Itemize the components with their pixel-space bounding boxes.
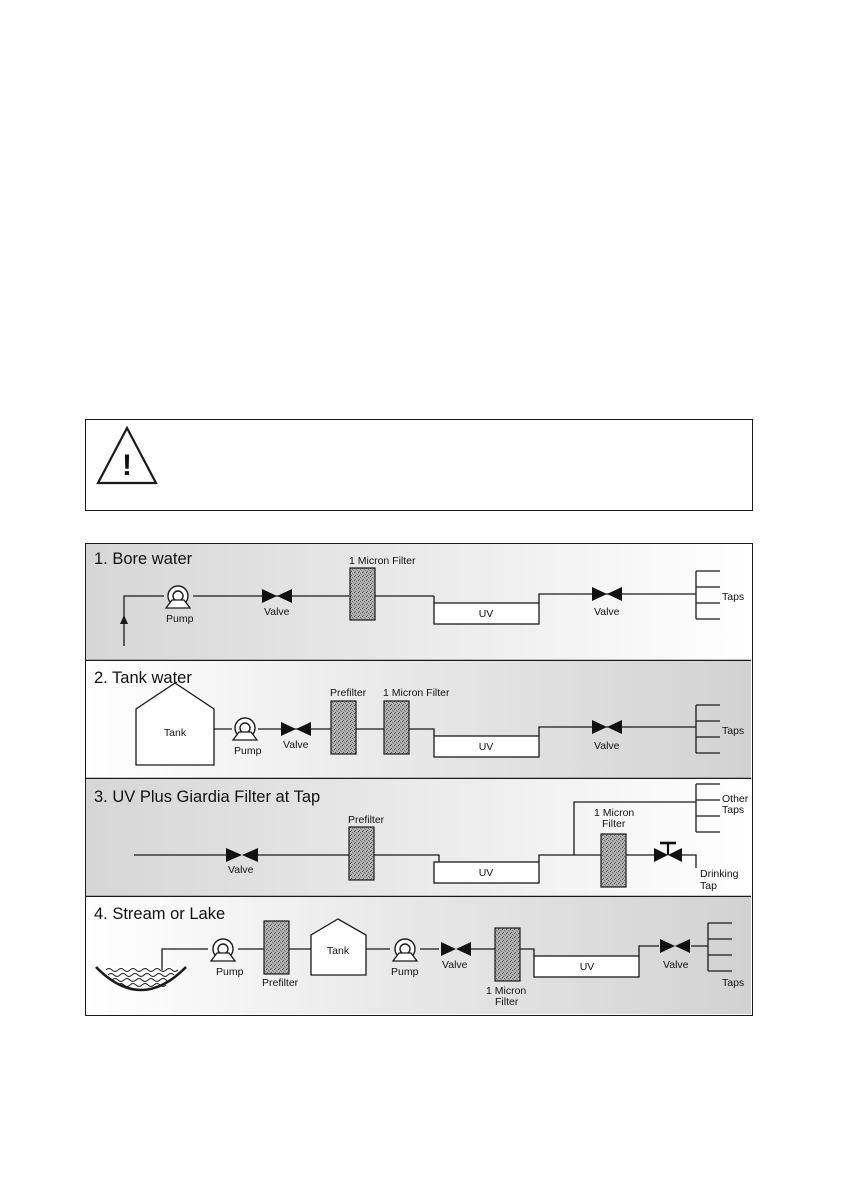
other-taps-label-line1: Other bbox=[722, 793, 749, 805]
panel-title: 1. Bore water bbox=[94, 550, 193, 568]
taps-label: Taps bbox=[722, 977, 745, 989]
valve-label: Valve bbox=[283, 739, 309, 751]
tank-label: Tank bbox=[326, 945, 350, 957]
valve-label: Valve bbox=[663, 959, 689, 971]
taps-label: Taps bbox=[722, 591, 745, 603]
pump-label: Pump bbox=[391, 966, 419, 978]
micron-filter bbox=[495, 928, 520, 981]
valve-label: Valve bbox=[594, 606, 620, 618]
drinking-tap-label-line2: Tap bbox=[700, 880, 717, 892]
prefilter bbox=[349, 827, 374, 880]
filter-label-line2: Filter bbox=[495, 996, 519, 1008]
micron-filter bbox=[601, 834, 626, 887]
uv-label: UV bbox=[478, 608, 494, 620]
valve-label: Valve bbox=[228, 864, 254, 876]
prefilter-label: Prefilter bbox=[262, 977, 299, 989]
panel-uv-giardia bbox=[86, 779, 751, 897]
prefilter bbox=[264, 921, 289, 974]
panel-title: 3. UV Plus Giardia Filter at Tap bbox=[94, 788, 321, 806]
svg-text:!: ! bbox=[122, 449, 132, 482]
uv-label: UV bbox=[579, 961, 595, 973]
warning-triangle-icon bbox=[92, 423, 162, 489]
filter-label-line1: 1 Micron bbox=[594, 807, 635, 819]
micron-filter bbox=[384, 701, 409, 754]
tank-label: Tank bbox=[163, 727, 187, 739]
panel-bore-water bbox=[86, 544, 751, 661]
panel-stream-lake bbox=[86, 897, 751, 1014]
filter-label-line1: 1 Micron bbox=[486, 985, 527, 997]
other-taps-label-line2: Taps bbox=[722, 804, 745, 816]
prefilter-label: Prefilter bbox=[330, 687, 367, 699]
valve-label: Valve bbox=[594, 740, 620, 752]
valve-label: Valve bbox=[442, 959, 468, 971]
panel-title: 2. Tank water bbox=[94, 669, 192, 687]
installation-diagrams bbox=[85, 543, 753, 1016]
valve-label: Valve bbox=[264, 606, 290, 618]
pump-label: Pump bbox=[216, 966, 244, 978]
filter-label: 1 Micron Filter bbox=[383, 687, 450, 699]
filter-label-line2: Filter bbox=[602, 818, 626, 830]
prefilter-label: Prefilter bbox=[348, 814, 385, 826]
prefilter bbox=[331, 701, 356, 754]
filter-label: 1 Micron Filter bbox=[349, 555, 416, 567]
uv-label: UV bbox=[478, 741, 494, 753]
warning-box bbox=[85, 419, 753, 511]
pump-label: Pump bbox=[234, 745, 262, 757]
panel-tank-water bbox=[86, 661, 751, 779]
uv-label: UV bbox=[478, 867, 494, 879]
taps-label: Taps bbox=[722, 725, 745, 737]
drinking-tap-label-line1: Drinking bbox=[700, 868, 739, 880]
panel-title: 4. Stream or Lake bbox=[94, 905, 226, 923]
pump-label: Pump bbox=[166, 613, 194, 625]
micron-filter bbox=[350, 568, 375, 620]
